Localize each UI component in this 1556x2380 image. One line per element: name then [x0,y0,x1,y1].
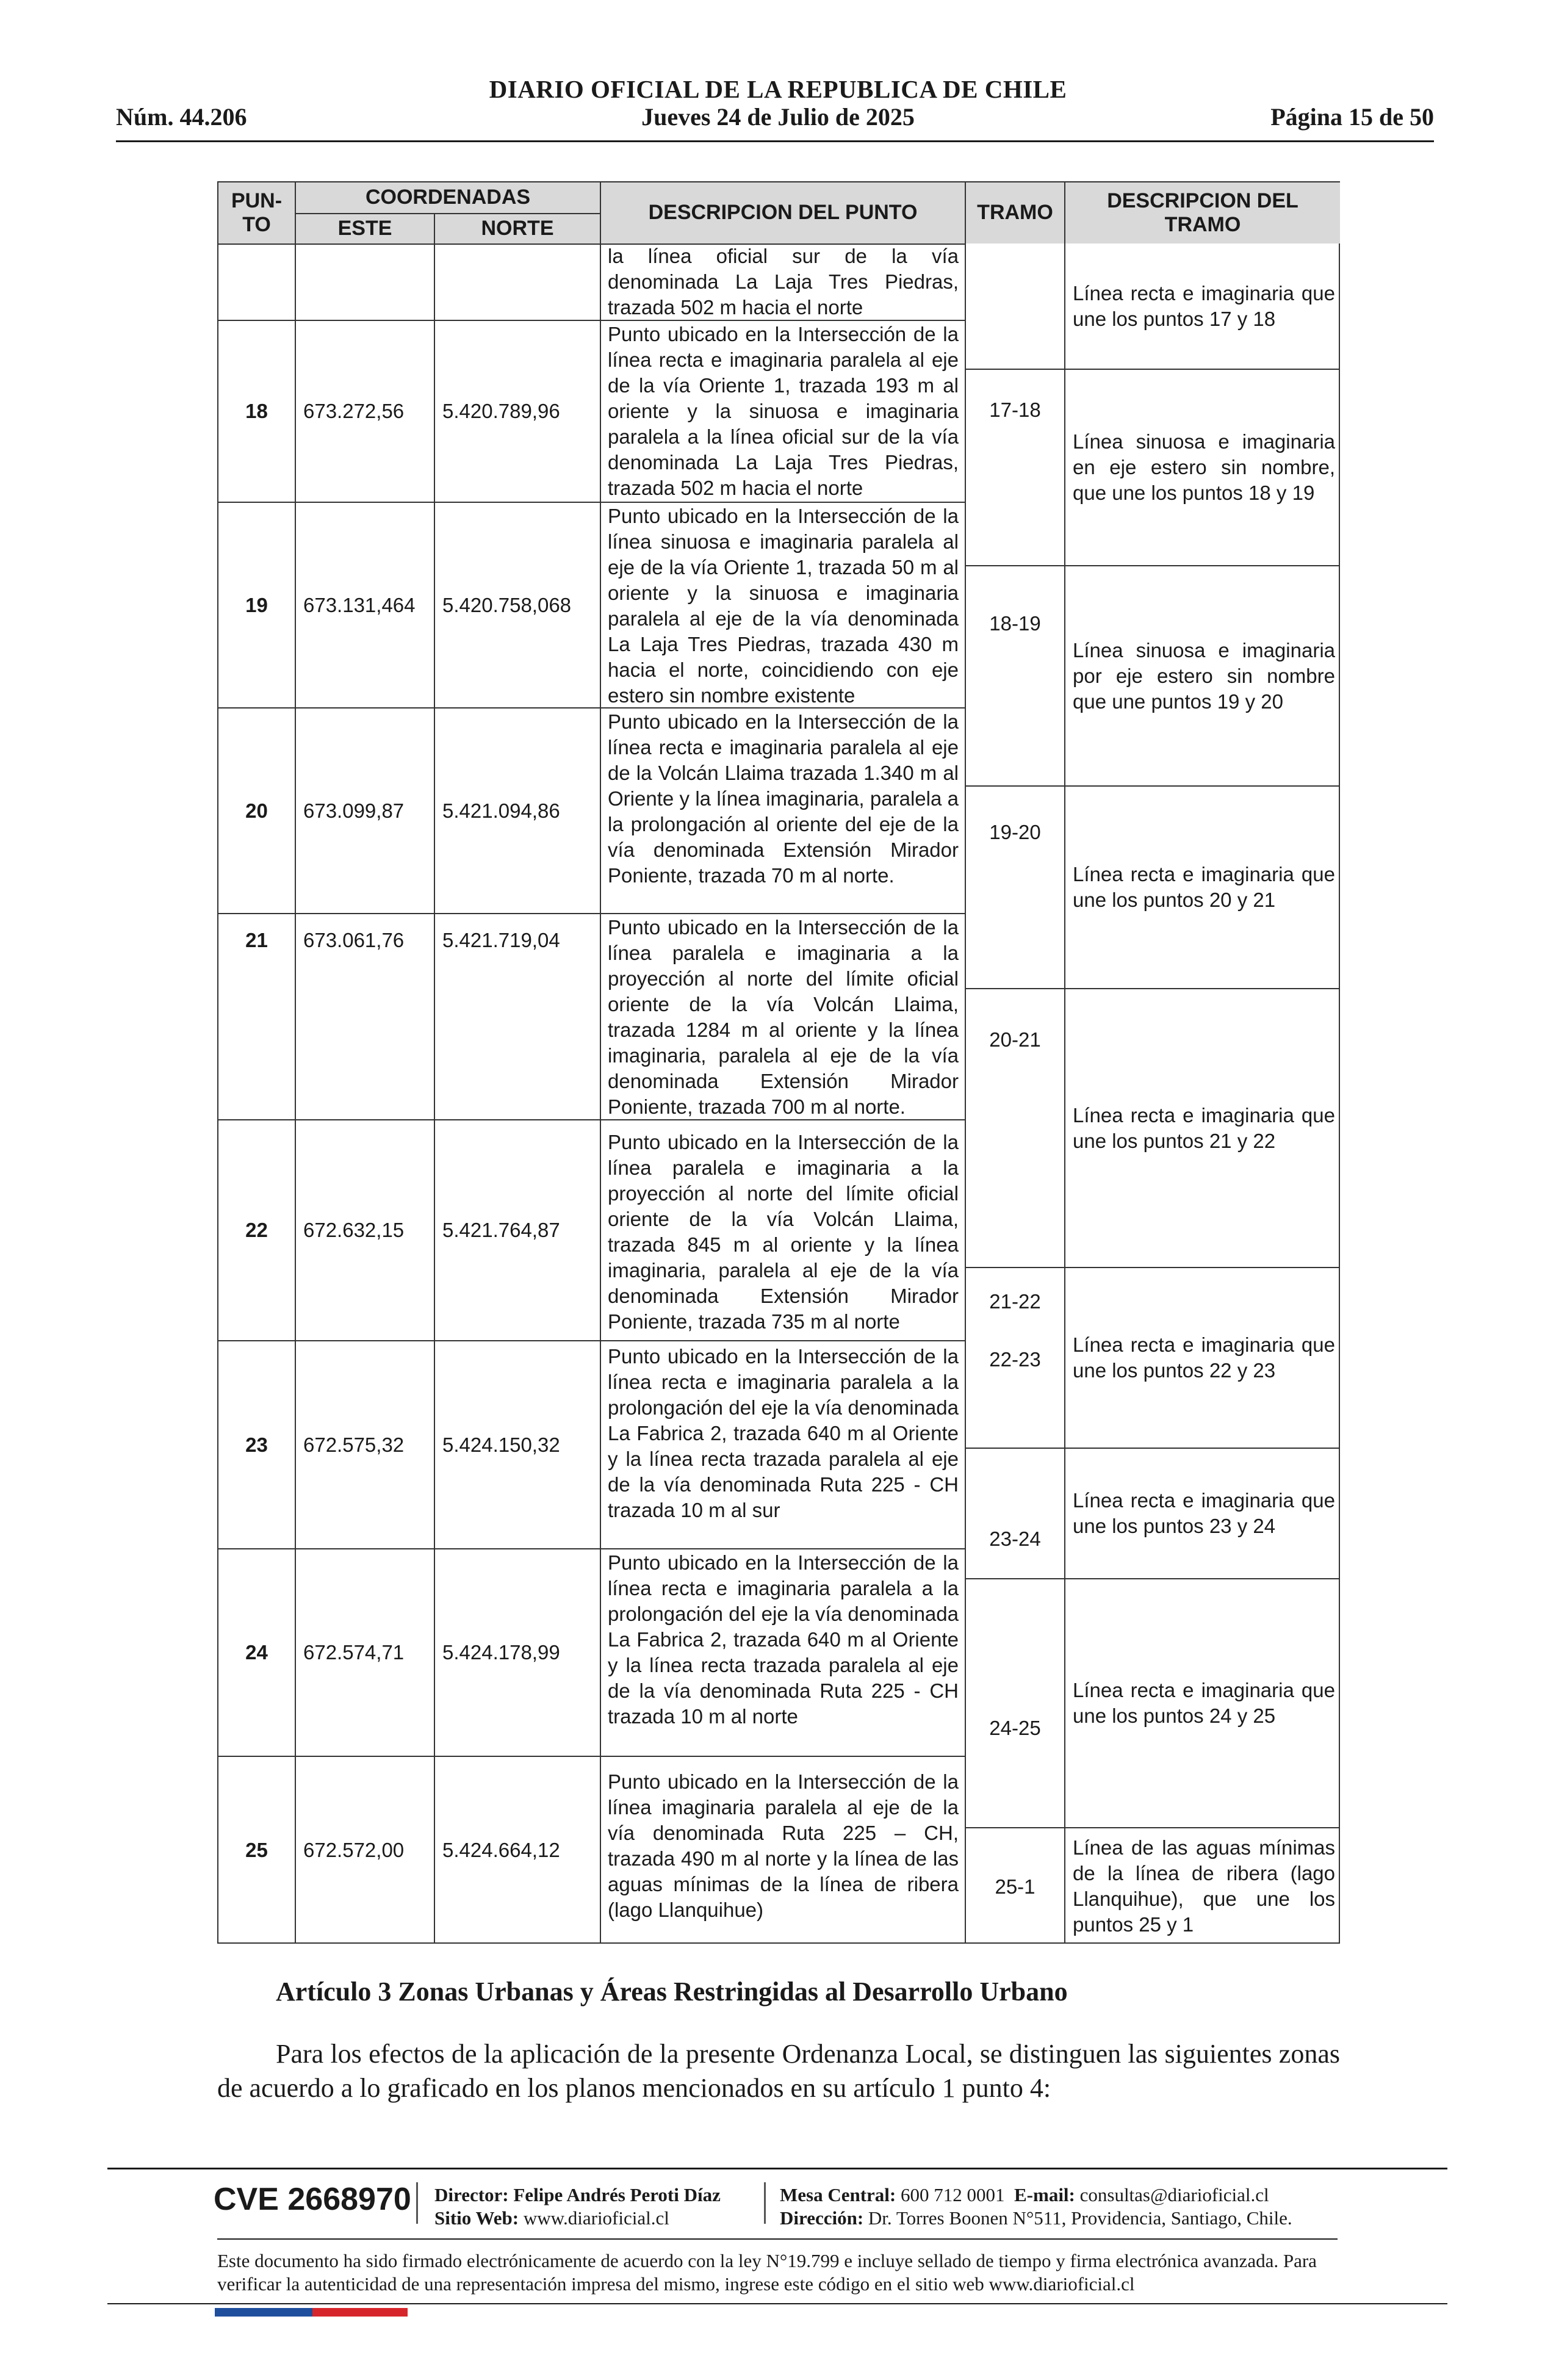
tramo-desc-24-25 [1073,1579,1335,1827]
tramo-19-20: 19-20 [989,821,1041,843]
este-20: 673.099,87 [303,799,405,822]
tramo-desc-25-1 [1073,1828,1335,1944]
header-punto: PUN- TO [218,182,295,243]
col-divider [1064,182,1065,1944]
col-divider [295,182,296,1944]
cve-code: CVE 2668970 [214,2182,411,2217]
footer-rule [217,2238,1338,2240]
description-18: Punto ubicado en la Intersección de la línea recta e imaginaria paralela al eje de la vía Oriente 1, trazada 193 m al oriente y la sinuosa e imaginaria paralela a la línea oficial sur de la vía denominada La Laja Tres Piedras, trazada 502 m hacia el norte [608,323,959,499]
tramo-desc-22-23 [1073,1268,1335,1448]
tramo-desc-text: Línea recta e imaginaria que une los puntos 20 y 21 [1073,863,1335,911]
tramo-desc-text: Línea recta e imaginaria que une los puntos 24 y 25 [1073,1679,1335,1727]
header-tramo: TRAMO [966,182,1064,243]
description-24: Punto ubicado en la Intersección de la línea recta e imaginaria paralela a la prolongación del eje la vía denominada La Fabrica 2, trazada 640 m al Oriente y la línea recta trazada paralela al eje de la vía denominada Ruta 225 - CH trazada 10 m al norte [608,1551,959,1728]
tramo-desc-text: Línea recta e imaginaria que une los puntos 17 y 18 [1073,281,1335,330]
punto-21: 21 [245,929,268,951]
tramo-20-21: 20-21 [989,1028,1041,1051]
description-19: Punto ubicado en la Intersección de la línea sinuosa e imaginaria paralela al eje de la vía Oriente 1, trazada 50 m al oriente y la sinuosa e imaginaria paralela al eje de la vía denominada La Laja Tres Piedras, trazada 430 m hacia el norte, coincidiendo con eje estero sin nombre existente [608,505,959,707]
tramo-17-18: 17-18 [989,398,1041,421]
director-label: Director: [434,2184,509,2205]
page-number: Página 15 de 50 [1270,103,1434,131]
este-24: 672.574,71 [303,1641,405,1664]
tramo-25-1: 25-1 [995,1875,1036,1898]
norte-21: 5.421.719,04 [442,929,560,951]
cont-description: la línea oficial sur de la vía denominada La Laja Tres Piedras, trazada 502 m hacia el norte [608,245,959,319]
issue-date: Jueves 24 de Julio de 2025 [641,103,915,131]
punto-18: 18 [245,400,268,422]
tramo-desc-text: Línea recta e imaginaria que une los puntos 22 y 23 [1073,1333,1335,1382]
tramo-desc-17-18 [1073,243,1335,369]
web-label: Sitio Web: [434,2207,519,2229]
description-25: Punto ubicado en la Intersección de la línea imaginaria paralela al eje de la vía denominada Ruta 225 – CH, trazada 490 m al norte y la línea de las aguas mínimas de la línea de ribera (lago Llanquihue) [608,1770,959,1921]
coordinates-table [217,181,1340,1944]
footer-separator [416,2182,418,2224]
header-este: ESTE [296,214,434,243]
row-divider [295,213,600,214]
tramo-24-25: 24-25 [989,1717,1041,1739]
este-19: 673.131,464 [303,593,416,616]
tramo-desc-text: Línea recta e imaginaria que une los puntos 21 y 22 [1073,1103,1335,1152]
punto-25: 25 [245,1839,268,1861]
punto-19: 19 [245,593,268,616]
tramo-desc-19-20 [1073,566,1335,785]
norte-22: 5.421.764,87 [442,1219,560,1241]
col-divider [600,182,601,1944]
punto-22: 22 [245,1219,268,1241]
description-21: Punto ubicado en la Intersección de la línea paralela e imaginaria a la proyección al norte del límite oficial oriente de la vía Volcán Llaima, trazada 1284 m al oriente y la línea imaginaria, paralela al eje de la vía denominada Extensión Mirador Poniente, trazada 700 m al norte. [608,916,959,1118]
header-descripcion-tramo: DESCRIPCION DEL TRAMO [1065,182,1340,243]
tramo-desc-text: Línea sinuosa e imaginaria en eje estero sin nombre, que une los puntos 18 y 19 [1073,430,1335,504]
tramo-desc-text: Línea de las aguas mínimas de la línea de ribera (lago Llanquihue), que une los puntos 25 y 1 [1073,1836,1335,1936]
punto-24: 24 [245,1641,268,1664]
tramo-desc-18-19 [1073,370,1335,565]
header-norte: NORTE [435,214,600,243]
tramo-desc-text: Línea sinuosa e imaginaria por eje estero sin nombre que une puntos 19 y 20 [1073,638,1335,713]
footer-separator [764,2182,766,2224]
tramo-desc-21-22 [1073,989,1335,1267]
footer-rule [107,2303,1447,2304]
tramo-desc-23-24 [1073,1449,1335,1578]
tramo-desc-text: Línea recta e imaginaria que une los puntos 23 y 24 [1073,1489,1335,1537]
direccion-label: Dirección: [780,2207,864,2229]
description-22: Punto ubicado en la Intersección de la línea paralela e imaginaria a la proyección al norte del límite oficial oriente de la vía Volcán Llaima, trazada 845 m al oriente y la línea imaginaria, paralela al eje de la vía denominada Extensión Mirador Poniente, trazada 735 m al norte [608,1131,959,1333]
col-divider [434,213,435,1944]
norte-25: 5.424.664,12 [442,1839,560,1861]
header-descripcion-punto: DESCRIPCION DEL PUNTO [601,182,965,243]
email-label: E-mail: [1014,2184,1075,2205]
web-link[interactable]: www.diarioficial.cl [523,2207,669,2229]
header-rule [116,140,1434,142]
header-coordenadas: COORDENADAS [296,182,600,213]
este-18: 673.272,56 [303,400,405,422]
norte-19: 5.420.758,068 [442,593,572,616]
flag-stripe-blue [215,2308,312,2317]
footer-legal-notice: Este documento ha sido firmado electrónicamente de acuerdo con la ley N°19.799 e incluye sellado de tiempo y firma electrónica avanzada. Para verificar la autenticidad de una representación impresa del mismo, ingrese este código en el sitio web www.diarioficial.cl [217,2250,1317,2295]
email-link[interactable]: consultas@diarioficial.cl [1079,2184,1269,2205]
flag-stripe-red [312,2308,408,2317]
tramo-23-24: 23-24 [989,1527,1041,1550]
footer-rule [107,2168,1447,2169]
footer-contact-block [780,2183,1292,2230]
description-23: Punto ubicado en la Intersección de la línea recta e imaginaria paralela a la prolongación del eje la vía denominada La Fabrica 2, trazada 640 m al Oriente y la línea recta trazada paralela al eje de la vía denominada Ruta 225 - CH trazada 10 m al sur [608,1345,959,1521]
description-20: Punto ubicado en la Intersección de la línea recta e imaginaria paralela al eje de la Volcán Llaima trazada 1.340 m al Oriente y la línea imaginaria, paralela a la prolongación al oriente del eje de la vía denominada Extensión Mirador Poniente, trazada 70 m al norte. [608,710,959,887]
punto-23: 23 [245,1433,268,1456]
article-title: Artículo 3 Zonas Urbanas y Áreas Restringidas al Desarrollo Urbano [276,1977,1068,2007]
norte-24: 5.424.178,99 [442,1641,560,1664]
tramo-21-22: 21-22 [989,1290,1041,1313]
tramo-18-19: 18-19 [989,612,1041,635]
director-name: Felipe Andrés Peroti Díaz [513,2184,721,2205]
punto-20: 20 [245,799,268,822]
norte-18: 5.420.789,96 [442,400,560,422]
newspaper-title: DIARIO OFICIAL DE LA REPUBLICA DE CHILE [489,75,1067,103]
mesa-phone: 600 712 0001 [901,2184,1005,2205]
article-paragraph: Para los efectos de la aplicación de la presente Ordenanza Local, se distinguen las siguientes zonas de acuerdo a lo graficado en los planos mencionados en su artículo 1 punto 4: [217,2039,1340,2103]
footer-director-block [434,2183,721,2230]
tramo-desc-20-21 [1073,787,1335,988]
este-21: 673.061,76 [303,929,405,951]
norte-20: 5.421.094,86 [442,799,560,822]
este-25: 672.572,00 [303,1839,405,1861]
norte-23: 5.424.150,32 [442,1433,560,1456]
mesa-label: Mesa Central: [780,2184,896,2205]
tramo-22-23: 22-23 [989,1348,1041,1371]
este-23: 672.575,32 [303,1433,405,1456]
este-22: 672.632,15 [303,1219,405,1241]
direccion-text: Dr. Torres Boonen N°511, Providencia, Santiago, Chile. [868,2207,1292,2229]
issue-number: Núm. 44.206 [116,103,247,131]
